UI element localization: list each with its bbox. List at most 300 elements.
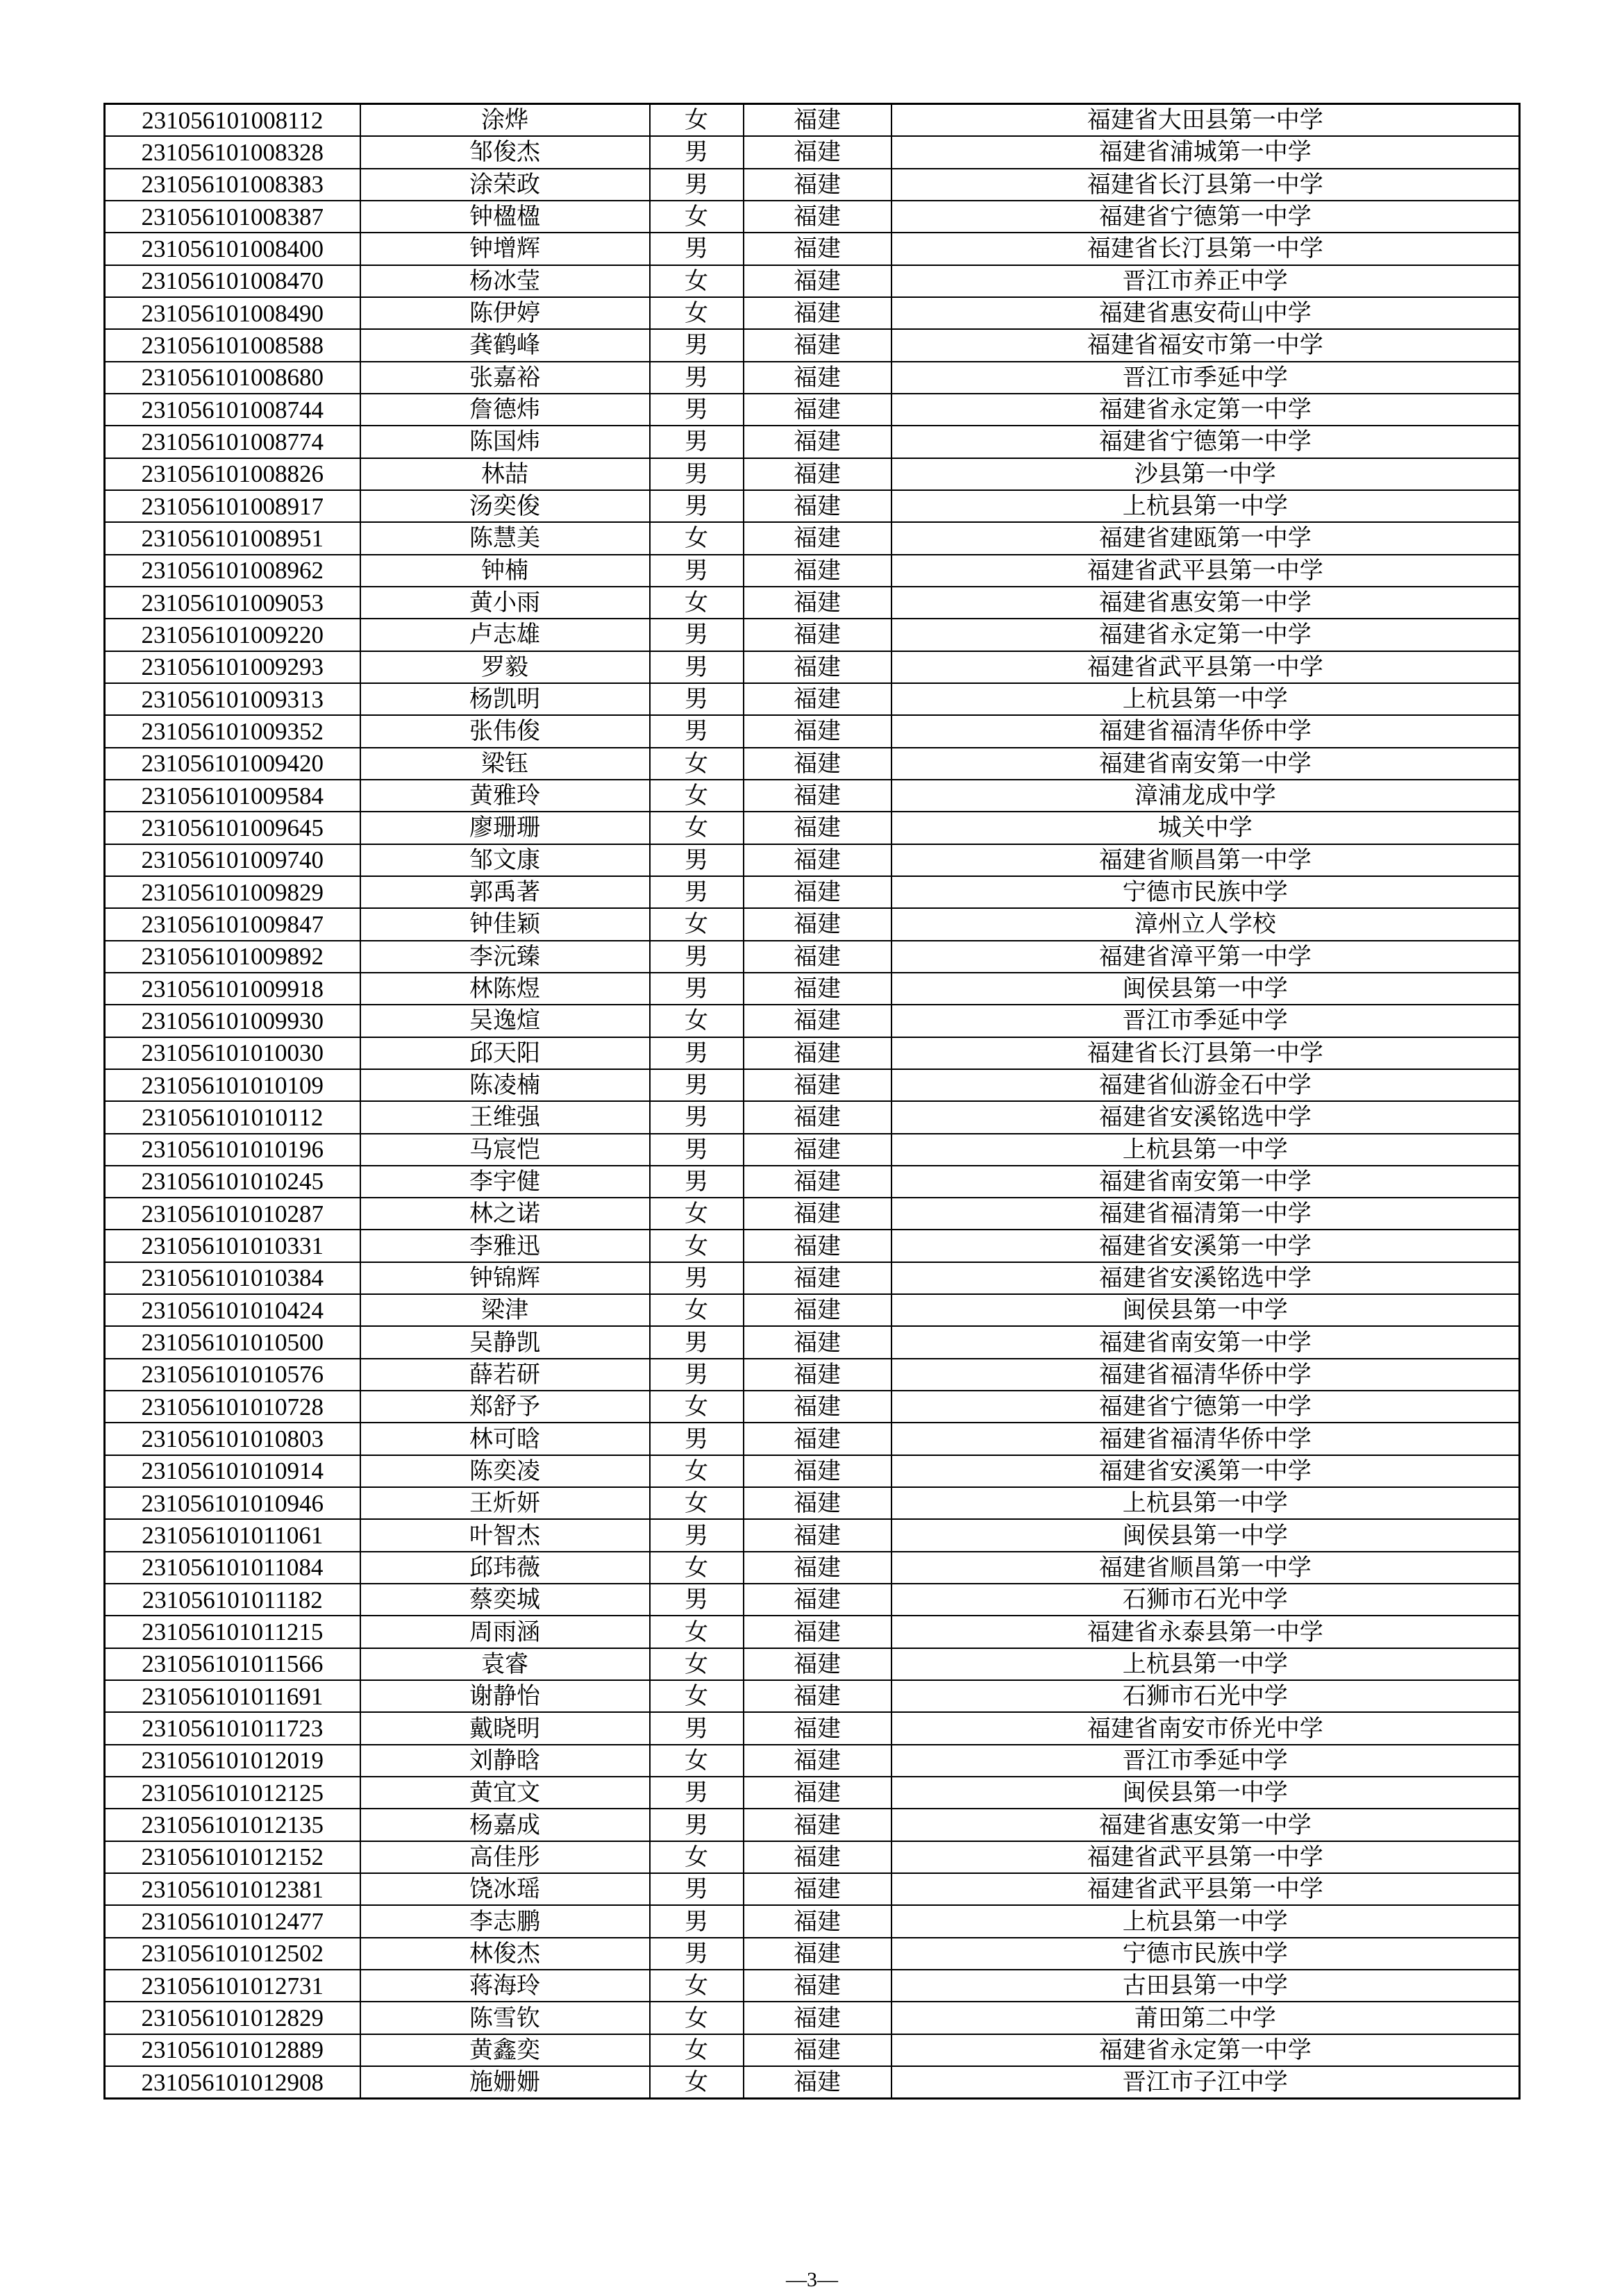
student-name-cell: 杨嘉成	[360, 1809, 650, 1841]
student-name-cell: 钟增辉	[360, 233, 650, 265]
gender-cell: 男	[650, 1134, 744, 1166]
exam-number-cell: 231056101010287	[105, 1198, 360, 1230]
province-cell: 福建	[744, 683, 891, 715]
table-row	[105, 1970, 1520, 2002]
gender-cell: 男	[650, 490, 744, 522]
school-cell: 福建省仙游金石中学	[891, 1069, 1520, 1101]
province-cell: 福建	[744, 1294, 891, 1326]
school-cell: 福建省永定第一中学	[891, 619, 1520, 651]
table-row	[105, 1262, 1520, 1294]
gender-cell: 女	[650, 1648, 744, 1680]
gender-cell: 女	[650, 812, 744, 844]
province-cell: 福建	[744, 2066, 891, 2099]
province-cell: 福建	[744, 1326, 891, 1358]
student-name-cell: 杨凯明	[360, 683, 650, 715]
student-name-cell: 高佳彤	[360, 1841, 650, 1873]
table-row	[105, 265, 1520, 297]
exam-number-cell: 231056101009584	[105, 780, 360, 812]
gender-cell: 女	[650, 587, 744, 619]
school-cell: 莆田第二中学	[891, 2002, 1520, 2034]
province-cell: 福建	[744, 169, 891, 201]
school-cell: 晋江市子江中学	[891, 2066, 1520, 2099]
school-cell: 古田县第一中学	[891, 1970, 1520, 2002]
gender-cell: 女	[650, 1294, 744, 1326]
exam-number-cell: 231056101009645	[105, 812, 360, 844]
student-name-cell: 黄雅玲	[360, 780, 650, 812]
province-cell: 福建	[744, 297, 891, 329]
table-row	[105, 1101, 1520, 1133]
roster-table	[103, 103, 1521, 2100]
student-name-cell: 李雅迅	[360, 1230, 650, 1262]
gender-cell: 女	[650, 748, 744, 780]
school-cell: 宁德市民族中学	[891, 1938, 1520, 1970]
gender-cell: 男	[650, 973, 744, 1005]
province-cell: 福建	[744, 1552, 891, 1584]
school-cell: 福建省武平县第一中学	[891, 1841, 1520, 1873]
table-row	[105, 780, 1520, 812]
gender-cell: 女	[650, 1005, 744, 1037]
gender-cell: 女	[650, 1391, 744, 1423]
table-row	[105, 1487, 1520, 1519]
table-row	[105, 1230, 1520, 1262]
exam-number-cell: 231056101008917	[105, 490, 360, 522]
exam-number-cell: 231056101010109	[105, 1069, 360, 1101]
school-cell: 上杭县第一中学	[891, 1487, 1520, 1519]
gender-cell: 男	[650, 426, 744, 458]
gender-cell: 男	[650, 1584, 744, 1616]
exam-number-cell: 231056101012135	[105, 1809, 360, 1841]
gender-cell: 女	[650, 1970, 744, 2002]
table-row	[105, 1455, 1520, 1487]
school-cell: 福建省宁德第一中学	[891, 1391, 1520, 1423]
exam-number-cell: 231056101011084	[105, 1552, 360, 1584]
gender-cell: 男	[650, 1166, 744, 1198]
province-cell: 福建	[744, 394, 891, 426]
exam-number-cell: 231056101012889	[105, 2034, 360, 2066]
table-row	[105, 1712, 1520, 1744]
school-cell: 福建省安溪第一中学	[891, 1230, 1520, 1262]
province-cell: 福建	[744, 1230, 891, 1262]
student-name-cell: 郭禹著	[360, 876, 650, 908]
student-name-cell: 陈慧美	[360, 522, 650, 554]
province-cell: 福建	[744, 136, 891, 168]
student-name-cell: 林喆	[360, 458, 650, 490]
table-row	[105, 1841, 1520, 1873]
province-cell: 福建	[744, 1359, 891, 1391]
gender-cell: 男	[650, 619, 744, 651]
student-name-cell: 龚鹤峰	[360, 329, 650, 361]
gender-cell: 女	[650, 1616, 744, 1648]
province-cell: 福建	[744, 362, 891, 394]
gender-cell: 女	[650, 1680, 744, 1712]
province-cell: 福建	[744, 458, 891, 490]
gender-cell: 男	[650, 1262, 744, 1294]
table-row	[105, 1005, 1520, 1037]
student-name-cell: 林俊杰	[360, 1938, 650, 1970]
school-cell: 福建省南安第一中学	[891, 1326, 1520, 1358]
province-cell: 福建	[744, 265, 891, 297]
province-cell: 福建	[744, 522, 891, 554]
roster-body	[105, 104, 1520, 2099]
exam-number-cell: 231056101008951	[105, 522, 360, 554]
table-row	[105, 1326, 1520, 1358]
exam-number-cell: 231056101010803	[105, 1423, 360, 1455]
province-cell: 福建	[744, 1166, 891, 1198]
school-cell: 福建省南安市侨光中学	[891, 1712, 1520, 1744]
gender-cell: 男	[650, 844, 744, 876]
table-row	[105, 169, 1520, 201]
school-cell: 闽侯县第一中学	[891, 1294, 1520, 1326]
exam-number-cell: 231056101008588	[105, 329, 360, 361]
table-row	[105, 522, 1520, 554]
table-row	[105, 555, 1520, 587]
school-cell: 福建省漳平第一中学	[891, 941, 1520, 973]
exam-number-cell: 231056101009740	[105, 844, 360, 876]
school-cell: 福建省福清华侨中学	[891, 1423, 1520, 1455]
gender-cell: 男	[650, 1037, 744, 1069]
table-row	[105, 458, 1520, 490]
gender-cell: 男	[650, 715, 744, 747]
student-name-cell: 刘静晗	[360, 1745, 650, 1777]
student-name-cell: 邹俊杰	[360, 136, 650, 168]
exam-number-cell: 231056101010331	[105, 1230, 360, 1262]
province-cell: 福建	[744, 555, 891, 587]
gender-cell: 男	[650, 1873, 744, 1905]
exam-number-cell: 231056101010728	[105, 1391, 360, 1423]
school-cell: 漳州立人学校	[891, 908, 1520, 940]
exam-number-cell: 231056101009313	[105, 683, 360, 715]
province-cell: 福建	[744, 619, 891, 651]
gender-cell: 男	[650, 394, 744, 426]
student-name-cell: 马宸恺	[360, 1134, 650, 1166]
exam-number-cell: 231056101009930	[105, 1005, 360, 1037]
school-cell: 福建省建瓯第一中学	[891, 522, 1520, 554]
school-cell: 石狮市石光中学	[891, 1680, 1520, 1712]
table-row	[105, 683, 1520, 715]
school-cell: 福建省永定第一中学	[891, 394, 1520, 426]
school-cell: 福建省宁德第一中学	[891, 426, 1520, 458]
exam-number-cell: 231056101010576	[105, 1359, 360, 1391]
table-row	[105, 651, 1520, 683]
school-cell: 福建省大田县第一中学	[891, 104, 1520, 137]
gender-cell: 男	[650, 1101, 744, 1133]
school-cell: 福建省长汀县第一中学	[891, 169, 1520, 201]
school-cell: 福建省武平县第一中学	[891, 1873, 1520, 1905]
school-cell: 石狮市石光中学	[891, 1584, 1520, 1616]
province-cell: 福建	[744, 1873, 891, 1905]
gender-cell: 女	[650, 1230, 744, 1262]
student-name-cell: 王炘妍	[360, 1487, 650, 1519]
province-cell: 福建	[744, 1841, 891, 1873]
exam-number-cell: 231056101011691	[105, 1680, 360, 1712]
student-name-cell: 杨冰莹	[360, 265, 650, 297]
exam-number-cell: 231056101009420	[105, 748, 360, 780]
student-name-cell: 张伟俊	[360, 715, 650, 747]
student-name-cell: 戴晓明	[360, 1712, 650, 1744]
exam-number-cell: 231056101009847	[105, 908, 360, 940]
student-name-cell: 汤奕俊	[360, 490, 650, 522]
gender-cell: 男	[650, 362, 744, 394]
school-cell: 福建省福清华侨中学	[891, 1359, 1520, 1391]
student-name-cell: 薛若研	[360, 1359, 650, 1391]
school-cell: 上杭县第一中学	[891, 490, 1520, 522]
province-cell: 福建	[744, 329, 891, 361]
province-cell: 福建	[744, 1423, 891, 1455]
student-name-cell: 钟佳颖	[360, 908, 650, 940]
province-cell: 福建	[744, 1809, 891, 1841]
province-cell: 福建	[744, 1616, 891, 1648]
exam-number-cell: 231056101008328	[105, 136, 360, 168]
student-name-cell: 施姗姗	[360, 2066, 650, 2099]
exam-number-cell: 231056101010424	[105, 1294, 360, 1326]
exam-number-cell: 231056101008826	[105, 458, 360, 490]
exam-number-cell: 231056101008470	[105, 265, 360, 297]
school-cell: 福建省长汀县第一中学	[891, 233, 1520, 265]
province-cell: 福建	[744, 1970, 891, 2002]
student-name-cell: 蔡奕城	[360, 1584, 650, 1616]
exam-number-cell: 231056101009918	[105, 973, 360, 1005]
province-cell: 福建	[744, 1005, 891, 1037]
gender-cell: 女	[650, 2002, 744, 2034]
table-row	[105, 715, 1520, 747]
school-cell: 晋江市季延中学	[891, 1745, 1520, 1777]
school-cell: 福建省永定第一中学	[891, 2034, 1520, 2066]
province-cell: 福建	[744, 780, 891, 812]
table-row	[105, 973, 1520, 1005]
school-cell: 上杭县第一中学	[891, 683, 1520, 715]
table-row	[105, 2034, 1520, 2066]
student-name-cell: 陈雪钦	[360, 2002, 650, 2034]
exam-number-cell: 231056101012731	[105, 1970, 360, 2002]
table-row	[105, 1745, 1520, 1777]
student-name-cell: 郑舒予	[360, 1391, 650, 1423]
student-name-cell: 蒋海玲	[360, 1970, 650, 2002]
province-cell: 福建	[744, 104, 891, 137]
exam-number-cell: 231056101008112	[105, 104, 360, 137]
table-row	[105, 844, 1520, 876]
table-row	[105, 2002, 1520, 2034]
school-cell: 上杭县第一中学	[891, 1648, 1520, 1680]
province-cell: 福建	[744, 201, 891, 233]
province-cell: 福建	[744, 876, 891, 908]
exam-number-cell: 231056101010030	[105, 1037, 360, 1069]
exam-number-cell: 231056101012477	[105, 1905, 360, 1937]
school-cell: 福建省南安第一中学	[891, 1166, 1520, 1198]
province-cell: 福建	[744, 941, 891, 973]
student-name-cell: 黄鑫奕	[360, 2034, 650, 2066]
school-cell: 闽侯县第一中学	[891, 1519, 1520, 1551]
gender-cell: 女	[650, 1552, 744, 1584]
table-row	[105, 1198, 1520, 1230]
school-cell: 福建省福安市第一中学	[891, 329, 1520, 361]
student-name-cell: 饶冰瑶	[360, 1873, 650, 1905]
school-cell: 沙县第一中学	[891, 458, 1520, 490]
table-row	[105, 587, 1520, 619]
gender-cell: 男	[650, 1777, 744, 1809]
gender-cell: 女	[650, 780, 744, 812]
exam-number-cell: 231056101012502	[105, 1938, 360, 1970]
exam-number-cell: 231056101012908	[105, 2066, 360, 2099]
gender-cell: 女	[650, 1745, 744, 1777]
student-name-cell: 陈国炜	[360, 426, 650, 458]
student-name-cell: 李宇健	[360, 1166, 650, 1198]
exam-number-cell: 231056101008744	[105, 394, 360, 426]
exam-number-cell: 231056101008387	[105, 201, 360, 233]
province-cell: 福建	[744, 2034, 891, 2066]
table-row	[105, 1423, 1520, 1455]
table-row	[105, 1584, 1520, 1616]
table-row	[105, 1938, 1520, 1970]
exam-number-cell: 231056101012829	[105, 2002, 360, 2034]
province-cell: 福建	[744, 1584, 891, 1616]
province-cell: 福建	[744, 1745, 891, 1777]
student-name-cell: 涂烨	[360, 104, 650, 137]
page-number: —3—	[786, 2268, 838, 2291]
table-row	[105, 297, 1520, 329]
exam-number-cell: 231056101010914	[105, 1455, 360, 1487]
student-name-cell: 邹文康	[360, 844, 650, 876]
gender-cell: 女	[650, 522, 744, 554]
student-name-cell: 林可晗	[360, 1423, 650, 1455]
school-cell: 晋江市季延中学	[891, 1005, 1520, 1037]
student-name-cell: 涂荣政	[360, 169, 650, 201]
gender-cell: 男	[650, 1359, 744, 1391]
table-row	[105, 1552, 1520, 1584]
student-name-cell: 陈凌楠	[360, 1069, 650, 1101]
province-cell: 福建	[744, 1262, 891, 1294]
exam-number-cell: 231056101010500	[105, 1326, 360, 1358]
gender-cell: 男	[650, 136, 744, 168]
table-row	[105, 233, 1520, 265]
student-name-cell: 李沅臻	[360, 941, 650, 973]
table-row	[105, 1616, 1520, 1648]
gender-cell: 男	[650, 169, 744, 201]
table-row	[105, 426, 1520, 458]
school-cell: 福建省福清华侨中学	[891, 715, 1520, 747]
exam-number-cell: 231056101009352	[105, 715, 360, 747]
exam-number-cell: 231056101010196	[105, 1134, 360, 1166]
school-cell: 上杭县第一中学	[891, 1905, 1520, 1937]
gender-cell: 女	[650, 2066, 744, 2099]
gender-cell: 男	[650, 1519, 744, 1551]
student-name-cell: 黄宜文	[360, 1777, 650, 1809]
student-name-cell: 叶智杰	[360, 1519, 650, 1551]
gender-cell: 女	[650, 265, 744, 297]
province-cell: 福建	[744, 1680, 891, 1712]
exam-number-cell: 231056101011061	[105, 1519, 360, 1551]
table-row	[105, 876, 1520, 908]
table-row	[105, 1777, 1520, 1809]
gender-cell: 男	[650, 1905, 744, 1937]
province-cell: 福建	[744, 715, 891, 747]
exam-number-cell: 231056101012152	[105, 1841, 360, 1873]
province-cell: 福建	[744, 587, 891, 619]
province-cell: 福建	[744, 1101, 891, 1133]
exam-number-cell: 231056101011723	[105, 1712, 360, 1744]
school-cell: 福建省南安第一中学	[891, 748, 1520, 780]
student-name-cell: 李志鹏	[360, 1905, 650, 1937]
school-cell: 福建省长汀县第一中学	[891, 1037, 1520, 1069]
gender-cell: 女	[650, 2034, 744, 2066]
province-cell: 福建	[744, 1487, 891, 1519]
table-row	[105, 329, 1520, 361]
exam-number-cell: 231056101010245	[105, 1166, 360, 1198]
province-cell: 福建	[744, 1134, 891, 1166]
gender-cell: 男	[650, 1938, 744, 1970]
exam-number-cell: 231056101008680	[105, 362, 360, 394]
student-name-cell: 王维强	[360, 1101, 650, 1133]
gender-cell: 女	[650, 297, 744, 329]
gender-cell: 男	[650, 1326, 744, 1358]
exam-number-cell: 231056101010112	[105, 1101, 360, 1133]
table-row	[105, 1069, 1520, 1101]
school-cell: 漳浦龙成中学	[891, 780, 1520, 812]
student-name-cell: 罗毅	[360, 651, 650, 683]
table-row	[105, 394, 1520, 426]
province-cell: 福建	[744, 1455, 891, 1487]
student-name-cell: 袁睿	[360, 1648, 650, 1680]
school-cell: 福建省顺昌第一中学	[891, 844, 1520, 876]
gender-cell: 女	[650, 908, 744, 940]
table-row	[105, 812, 1520, 844]
student-name-cell: 周雨涵	[360, 1616, 650, 1648]
exam-number-cell: 231056101009053	[105, 587, 360, 619]
table-row	[105, 1648, 1520, 1680]
table-row	[105, 362, 1520, 394]
province-cell: 福建	[744, 908, 891, 940]
table-row	[105, 2066, 1520, 2099]
student-name-cell: 张嘉裕	[360, 362, 650, 394]
exam-number-cell: 231056101009829	[105, 876, 360, 908]
table-row	[105, 1519, 1520, 1551]
school-cell: 闽侯县第一中学	[891, 973, 1520, 1005]
student-name-cell: 詹德炜	[360, 394, 650, 426]
exam-number-cell: 231056101009220	[105, 619, 360, 651]
exam-number-cell: 231056101010384	[105, 1262, 360, 1294]
gender-cell: 女	[650, 1198, 744, 1230]
student-name-cell: 钟楹楹	[360, 201, 650, 233]
table-row	[105, 1905, 1520, 1937]
school-cell: 上杭县第一中学	[891, 1134, 1520, 1166]
school-cell: 福建省惠安第一中学	[891, 587, 1520, 619]
student-name-cell: 廖珊珊	[360, 812, 650, 844]
student-name-cell: 林之诺	[360, 1198, 650, 1230]
province-cell: 福建	[744, 1391, 891, 1423]
school-cell: 福建省永泰县第一中学	[891, 1616, 1520, 1648]
table-row	[105, 201, 1520, 233]
school-cell: 福建省安溪铭选中学	[891, 1101, 1520, 1133]
table-row	[105, 1134, 1520, 1166]
province-cell: 福建	[744, 1712, 891, 1744]
table-row	[105, 619, 1520, 651]
student-name-cell: 梁钰	[360, 748, 650, 780]
table-row	[105, 1680, 1520, 1712]
exam-number-cell: 231056101011182	[105, 1584, 360, 1616]
table-row	[105, 1391, 1520, 1423]
school-cell: 晋江市季延中学	[891, 362, 1520, 394]
student-name-cell: 钟锦辉	[360, 1262, 650, 1294]
exam-number-cell: 231056101009892	[105, 941, 360, 973]
exam-number-cell: 231056101009293	[105, 651, 360, 683]
province-cell: 福建	[744, 812, 891, 844]
exam-number-cell: 231056101008400	[105, 233, 360, 265]
school-cell: 福建省安溪第一中学	[891, 1455, 1520, 1487]
province-cell: 福建	[744, 490, 891, 522]
gender-cell: 男	[650, 329, 744, 361]
gender-cell: 男	[650, 941, 744, 973]
province-cell: 福建	[744, 1037, 891, 1069]
exam-number-cell: 231056101011566	[105, 1648, 360, 1680]
